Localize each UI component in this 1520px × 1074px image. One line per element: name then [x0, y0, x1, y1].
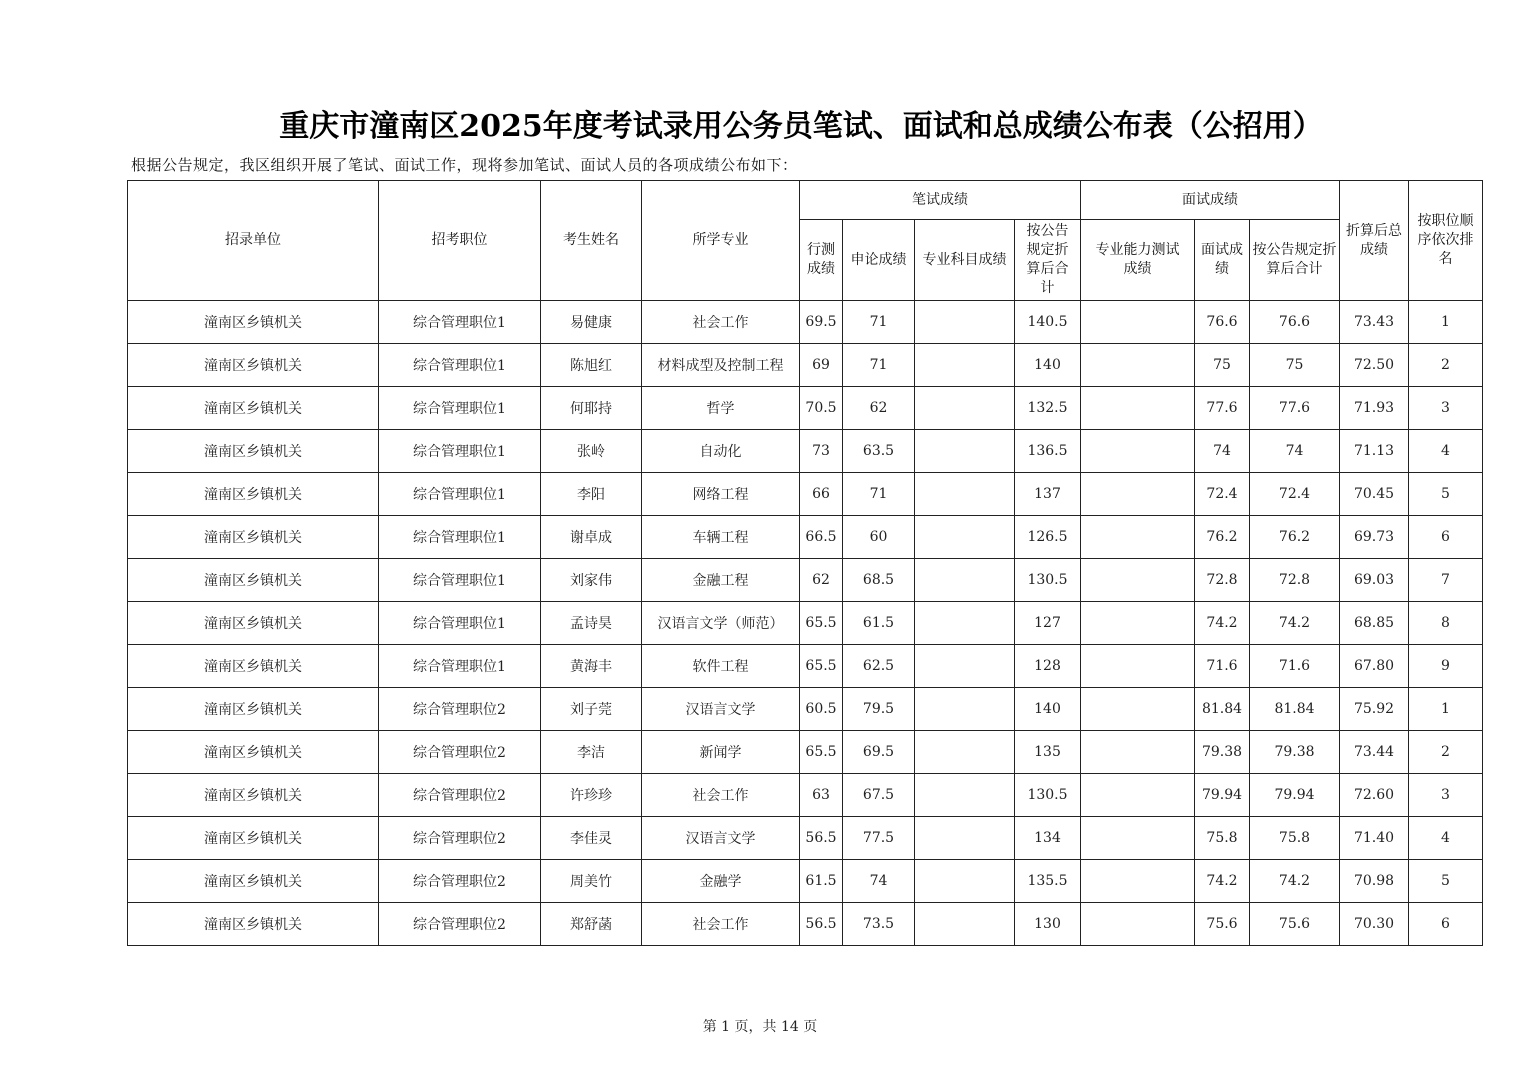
cell-major: 网络工程 [642, 473, 800, 516]
cell-unit: 潼南区乡镇机关 [128, 430, 379, 473]
cell-rank: 5 [1409, 860, 1483, 903]
cell-major: 车辆工程 [642, 516, 800, 559]
cell-shenlun: 69.5 [843, 731, 915, 774]
cell-name: 许珍珍 [541, 774, 642, 817]
cell-ability-test [1081, 731, 1195, 774]
cell-unit: 潼南区乡镇机关 [128, 559, 379, 602]
cell-professional-subject [915, 516, 1015, 559]
cell-interview-total: 81.84 [1250, 688, 1340, 731]
cell-professional-subject [915, 559, 1015, 602]
page-number: 第 1 页，共 14 页 [702, 1019, 818, 1035]
cell-position: 综合管理职位1 [379, 301, 541, 344]
cell-rank: 6 [1409, 903, 1483, 946]
cell-shenlun: 62 [843, 387, 915, 430]
header-shenlun: 申论成绩 [843, 220, 915, 301]
cell-position: 综合管理职位1 [379, 473, 541, 516]
table-row [128, 645, 1483, 688]
cell-interview-total: 75.6 [1250, 903, 1340, 946]
cell-shenlun: 68.5 [843, 559, 915, 602]
cell-written-total: 140 [1015, 344, 1081, 387]
cell-name: 李阳 [541, 473, 642, 516]
page-footer [0, 1016, 1520, 1036]
cell-position: 综合管理职位2 [379, 731, 541, 774]
cell-interview: 79.94 [1195, 774, 1250, 817]
cell-unit: 潼南区乡镇机关 [128, 688, 379, 731]
cell-ability-test [1081, 817, 1195, 860]
cell-xingce: 70.5 [800, 387, 843, 430]
cell-major: 汉语言文学 [642, 688, 800, 731]
cell-total: 71.13 [1340, 430, 1409, 473]
cell-position: 综合管理职位1 [379, 516, 541, 559]
cell-major: 哲学 [642, 387, 800, 430]
header-position: 招考职位 [379, 181, 541, 301]
cell-ability-test [1081, 473, 1195, 516]
cell-professional-subject [915, 774, 1015, 817]
cell-total: 69.73 [1340, 516, 1409, 559]
cell-written-total: 128 [1015, 645, 1081, 688]
header-interview: 面试成绩 [1195, 220, 1250, 301]
cell-ability-test [1081, 430, 1195, 473]
cell-unit: 潼南区乡镇机关 [128, 602, 379, 645]
cell-shenlun: 61.5 [843, 602, 915, 645]
cell-interview-total: 74.2 [1250, 602, 1340, 645]
cell-interview-total: 72.4 [1250, 473, 1340, 516]
cell-rank: 4 [1409, 430, 1483, 473]
cell-interview-total: 76.2 [1250, 516, 1340, 559]
cell-xingce: 65.5 [800, 731, 843, 774]
cell-written-total: 126.5 [1015, 516, 1081, 559]
cell-interview: 72.4 [1195, 473, 1250, 516]
cell-name: 刘家伟 [541, 559, 642, 602]
cell-major: 社会工作 [642, 301, 800, 344]
cell-major: 材料成型及控制工程 [642, 344, 800, 387]
cell-ability-test [1081, 774, 1195, 817]
cell-interview-total: 79.94 [1250, 774, 1340, 817]
cell-interview: 76.2 [1195, 516, 1250, 559]
cell-position: 综合管理职位1 [379, 602, 541, 645]
cell-professional-subject [915, 473, 1015, 516]
cell-ability-test [1081, 559, 1195, 602]
cell-position: 综合管理职位2 [379, 817, 541, 860]
cell-written-total: 130.5 [1015, 559, 1081, 602]
cell-name: 李洁 [541, 731, 642, 774]
cell-rank: 3 [1409, 774, 1483, 817]
header-total: 折算后总成绩 [1340, 181, 1409, 301]
cell-written-total: 135.5 [1015, 860, 1081, 903]
cell-interview: 79.38 [1195, 731, 1250, 774]
table-row [128, 903, 1483, 946]
cell-rank: 1 [1409, 688, 1483, 731]
cell-total: 75.92 [1340, 688, 1409, 731]
cell-xingce: 61.5 [800, 860, 843, 903]
cell-professional-subject [915, 301, 1015, 344]
cell-rank: 6 [1409, 516, 1483, 559]
cell-major: 社会工作 [642, 774, 800, 817]
cell-written-total: 136.5 [1015, 430, 1081, 473]
cell-interview: 76.6 [1195, 301, 1250, 344]
cell-written-total: 140 [1015, 688, 1081, 731]
cell-shenlun: 60 [843, 516, 915, 559]
cell-total: 67.80 [1340, 645, 1409, 688]
cell-xingce: 56.5 [800, 817, 843, 860]
cell-written-total: 140.5 [1015, 301, 1081, 344]
cell-professional-subject [915, 387, 1015, 430]
cell-shenlun: 63.5 [843, 430, 915, 473]
header-professional-subject: 专业科目成绩 [915, 220, 1015, 301]
cell-total: 72.50 [1340, 344, 1409, 387]
cell-ability-test [1081, 344, 1195, 387]
cell-xingce: 60.5 [800, 688, 843, 731]
cell-total: 72.60 [1340, 774, 1409, 817]
cell-interview: 75 [1195, 344, 1250, 387]
score-rows [128, 301, 1483, 946]
cell-shenlun: 71 [843, 473, 915, 516]
cell-name: 张岭 [541, 430, 642, 473]
cell-ability-test [1081, 645, 1195, 688]
cell-total: 73.43 [1340, 301, 1409, 344]
cell-written-total: 132.5 [1015, 387, 1081, 430]
cell-interview-total: 79.38 [1250, 731, 1340, 774]
cell-unit: 潼南区乡镇机关 [128, 516, 379, 559]
cell-interview: 72.8 [1195, 559, 1250, 602]
cell-name: 黄海丰 [541, 645, 642, 688]
cell-major: 新闻学 [642, 731, 800, 774]
cell-professional-subject [915, 860, 1015, 903]
cell-ability-test [1081, 860, 1195, 903]
cell-rank: 4 [1409, 817, 1483, 860]
cell-professional-subject [915, 817, 1015, 860]
cell-interview: 75.6 [1195, 903, 1250, 946]
cell-interview: 75.8 [1195, 817, 1250, 860]
cell-written-total: 130 [1015, 903, 1081, 946]
cell-position: 综合管理职位2 [379, 688, 541, 731]
header-written-group: 笔试成绩 [800, 181, 1081, 220]
cell-xingce: 65.5 [800, 602, 843, 645]
cell-interview-total: 77.6 [1250, 387, 1340, 430]
cell-xingce: 69 [800, 344, 843, 387]
cell-unit: 潼南区乡镇机关 [128, 344, 379, 387]
cell-shenlun: 77.5 [843, 817, 915, 860]
cell-interview: 81.84 [1195, 688, 1250, 731]
cell-ability-test [1081, 688, 1195, 731]
cell-ability-test [1081, 387, 1195, 430]
cell-unit: 潼南区乡镇机关 [128, 817, 379, 860]
intro-text: 根据公告规定，我区组织开展了笔试、面试工作，现将参加笔试、面试人员的各项成绩公布如下： [131, 156, 798, 174]
cell-major: 金融学 [642, 860, 800, 903]
header-written-converted: 按公告规定折算后合计 [1015, 220, 1081, 301]
table-row [128, 430, 1483, 473]
cell-position: 综合管理职位1 [379, 645, 541, 688]
cell-rank: 1 [1409, 301, 1483, 344]
cell-total: 71.93 [1340, 387, 1409, 430]
table-row [128, 817, 1483, 860]
table-row [128, 688, 1483, 731]
cell-position: 综合管理职位2 [379, 903, 541, 946]
table-row [128, 344, 1483, 387]
cell-professional-subject [915, 903, 1015, 946]
cell-written-total: 135 [1015, 731, 1081, 774]
header-interview-group: 面试成绩 [1081, 181, 1340, 220]
cell-ability-test [1081, 301, 1195, 344]
table-row [128, 516, 1483, 559]
cell-name: 陈旭红 [541, 344, 642, 387]
cell-rank: 7 [1409, 559, 1483, 602]
cell-rank: 5 [1409, 473, 1483, 516]
cell-position: 综合管理职位2 [379, 774, 541, 817]
cell-rank: 2 [1409, 344, 1483, 387]
cell-interview-total: 76.6 [1250, 301, 1340, 344]
cell-xingce: 62 [800, 559, 843, 602]
cell-major: 自动化 [642, 430, 800, 473]
table-row [128, 731, 1483, 774]
cell-ability-test [1081, 903, 1195, 946]
cell-rank: 9 [1409, 645, 1483, 688]
cell-xingce: 56.5 [800, 903, 843, 946]
header-interview-converted: 按公告规定折算后合计 [1250, 220, 1340, 301]
cell-position: 综合管理职位1 [379, 430, 541, 473]
cell-unit: 潼南区乡镇机关 [128, 301, 379, 344]
cell-shenlun: 67.5 [843, 774, 915, 817]
cell-major: 金融工程 [642, 559, 800, 602]
cell-interview: 74.2 [1195, 860, 1250, 903]
cell-xingce: 65.5 [800, 645, 843, 688]
cell-xingce: 66 [800, 473, 843, 516]
cell-xingce: 69.5 [800, 301, 843, 344]
table-row [128, 559, 1483, 602]
cell-shenlun: 71 [843, 344, 915, 387]
cell-shenlun: 79.5 [843, 688, 915, 731]
cell-professional-subject [915, 602, 1015, 645]
cell-name: 易健康 [541, 301, 642, 344]
cell-interview-total: 74 [1250, 430, 1340, 473]
cell-total: 71.40 [1340, 817, 1409, 860]
cell-position: 综合管理职位1 [379, 559, 541, 602]
cell-name: 何耶持 [541, 387, 642, 430]
cell-rank: 3 [1409, 387, 1483, 430]
table-row [128, 301, 1483, 344]
cell-unit: 潼南区乡镇机关 [128, 731, 379, 774]
cell-shenlun: 62.5 [843, 645, 915, 688]
cell-professional-subject [915, 731, 1015, 774]
cell-rank: 2 [1409, 731, 1483, 774]
cell-unit: 潼南区乡镇机关 [128, 645, 379, 688]
cell-major: 社会工作 [642, 903, 800, 946]
cell-xingce: 63 [800, 774, 843, 817]
cell-unit: 潼南区乡镇机关 [128, 473, 379, 516]
page-title: 重庆市潼南区2025年度考试录用公务员笔试、面试和总成绩公布表（公招用） [279, 109, 1323, 144]
table-row [128, 602, 1483, 645]
cell-total: 68.85 [1340, 602, 1409, 645]
cell-total: 70.30 [1340, 903, 1409, 946]
header-xingce: 行测成绩 [800, 220, 843, 301]
cell-shenlun: 73.5 [843, 903, 915, 946]
cell-name: 郑舒菡 [541, 903, 642, 946]
cell-name: 孟诗昊 [541, 602, 642, 645]
table-row [128, 774, 1483, 817]
cell-written-total: 127 [1015, 602, 1081, 645]
cell-written-total: 134 [1015, 817, 1081, 860]
cell-interview-total: 75.8 [1250, 817, 1340, 860]
cell-shenlun: 71 [843, 301, 915, 344]
cell-interview-total: 71.6 [1250, 645, 1340, 688]
cell-professional-subject [915, 645, 1015, 688]
cell-name: 刘子莞 [541, 688, 642, 731]
cell-position: 综合管理职位2 [379, 860, 541, 903]
cell-interview: 74.2 [1195, 602, 1250, 645]
cell-professional-subject [915, 688, 1015, 731]
cell-xingce: 66.5 [800, 516, 843, 559]
cell-unit: 潼南区乡镇机关 [128, 387, 379, 430]
table-row [128, 473, 1483, 516]
cell-shenlun: 74 [843, 860, 915, 903]
cell-unit: 潼南区乡镇机关 [128, 903, 379, 946]
cell-interview: 77.6 [1195, 387, 1250, 430]
cell-total: 70.98 [1340, 860, 1409, 903]
header-ability-test: 专业能力测试成绩 [1081, 220, 1195, 301]
cell-xingce: 73 [800, 430, 843, 473]
cell-written-total: 130.5 [1015, 774, 1081, 817]
cell-professional-subject [915, 344, 1015, 387]
cell-interview-total: 74.2 [1250, 860, 1340, 903]
cell-name: 谢卓成 [541, 516, 642, 559]
cell-total: 73.44 [1340, 731, 1409, 774]
table-row [128, 860, 1483, 903]
header-name: 考生姓名 [541, 181, 642, 301]
cell-interview-total: 72.8 [1250, 559, 1340, 602]
header-unit: 招录单位 [128, 181, 379, 301]
cell-professional-subject [915, 430, 1015, 473]
cell-rank: 8 [1409, 602, 1483, 645]
cell-interview-total: 75 [1250, 344, 1340, 387]
header-major: 所学专业 [642, 181, 800, 301]
cell-major: 汉语言文学（师范） [642, 602, 800, 645]
cell-total: 69.03 [1340, 559, 1409, 602]
table-row [128, 387, 1483, 430]
cell-interview: 74 [1195, 430, 1250, 473]
cell-position: 综合管理职位1 [379, 387, 541, 430]
cell-name: 周美竹 [541, 860, 642, 903]
cell-unit: 潼南区乡镇机关 [128, 774, 379, 817]
cell-major: 汉语言文学 [642, 817, 800, 860]
cell-name: 李佳灵 [541, 817, 642, 860]
cell-ability-test [1081, 602, 1195, 645]
cell-interview: 71.6 [1195, 645, 1250, 688]
cell-position: 综合管理职位1 [379, 344, 541, 387]
cell-written-total: 137 [1015, 473, 1081, 516]
cell-total: 70.45 [1340, 473, 1409, 516]
header-rank: 按职位顺序依次排名 [1409, 181, 1483, 301]
scores-table [127, 180, 1483, 946]
cell-major: 软件工程 [642, 645, 800, 688]
cell-ability-test [1081, 516, 1195, 559]
cell-unit: 潼南区乡镇机关 [128, 860, 379, 903]
